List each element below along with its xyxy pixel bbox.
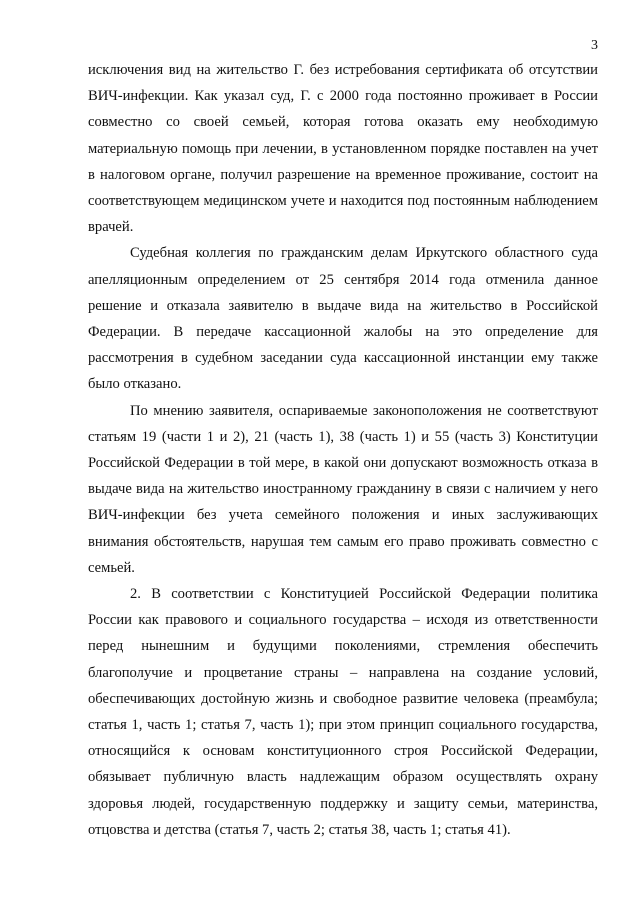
document-body — [88, 57, 598, 843]
paragraph-section-2: 2. В соответствии с Конституцией Российской Федерации политика России как правового и социального государства – исходя из ответственности перед нынешним и будущими поколениями, стремления обеспечить благополучие и процветание страны – направлена на создание условий, обеспечивающих достойную жизнь и свободное развитие человека (преамбула; статья 1, часть 1; статья 7, часть 1); при этом принцип социального государства, относящийся к основам конституционного строя Российской Федерации, обязывает публичную власть надлежащим образом осуществлять охрану здоровья людей, государственную поддержку и защиту семьи, материнства, отцовства и детства (статья 7, часть 2; статья 38, часть 1; статья 41). — [88, 586, 598, 838]
page-number: 3 — [591, 38, 598, 53]
paragraph-applicant-opinion: По мнению заявителя, оспариваемые законоположения не соответствуют статьям 19 (части 1 и 2), 21 (часть 1), 38 (часть 1) и 55 (часть 3) Конституции Российской Федерации в той мере, в какой они допускают возможность отказа в выдаче вида на жительство иностранному гражданину в связи с наличием у него ВИЧ-инфекции без учета семейного положения и иных заслуживающих внимания обстоятельств, нарушая тем самым его право проживать совместно с семьей. — [88, 402, 598, 576]
paragraph-continuation: исключения вид на жительство Г. без истребования сертификата об отсутствии ВИЧ-инфекции. Как указал суд, Г. с 2000 года постоянно проживает в России совместно со своей семьей, которая готова оказать ему необходимую материальную помощь при лечении, в установленном порядке поставлен на учет в налоговом органе, получил разрешение на временное проживание, состоит на соответствующем медицинском учете и находится под постоянным наблюдением врачей. — [88, 62, 598, 236]
paragraph-appeal: Судебная коллегия по гражданским делам Иркутского областного суда апелляционным определением от 25 сентября 2014 года отменила данное решение и отказала заявителю в выдаче вида на жительство в Российской Федерации. В передаче кассационной жалобы на это определение для рассмотрения в судебном заседании суда кассационной инстанции ему также было отказано. — [88, 245, 598, 393]
